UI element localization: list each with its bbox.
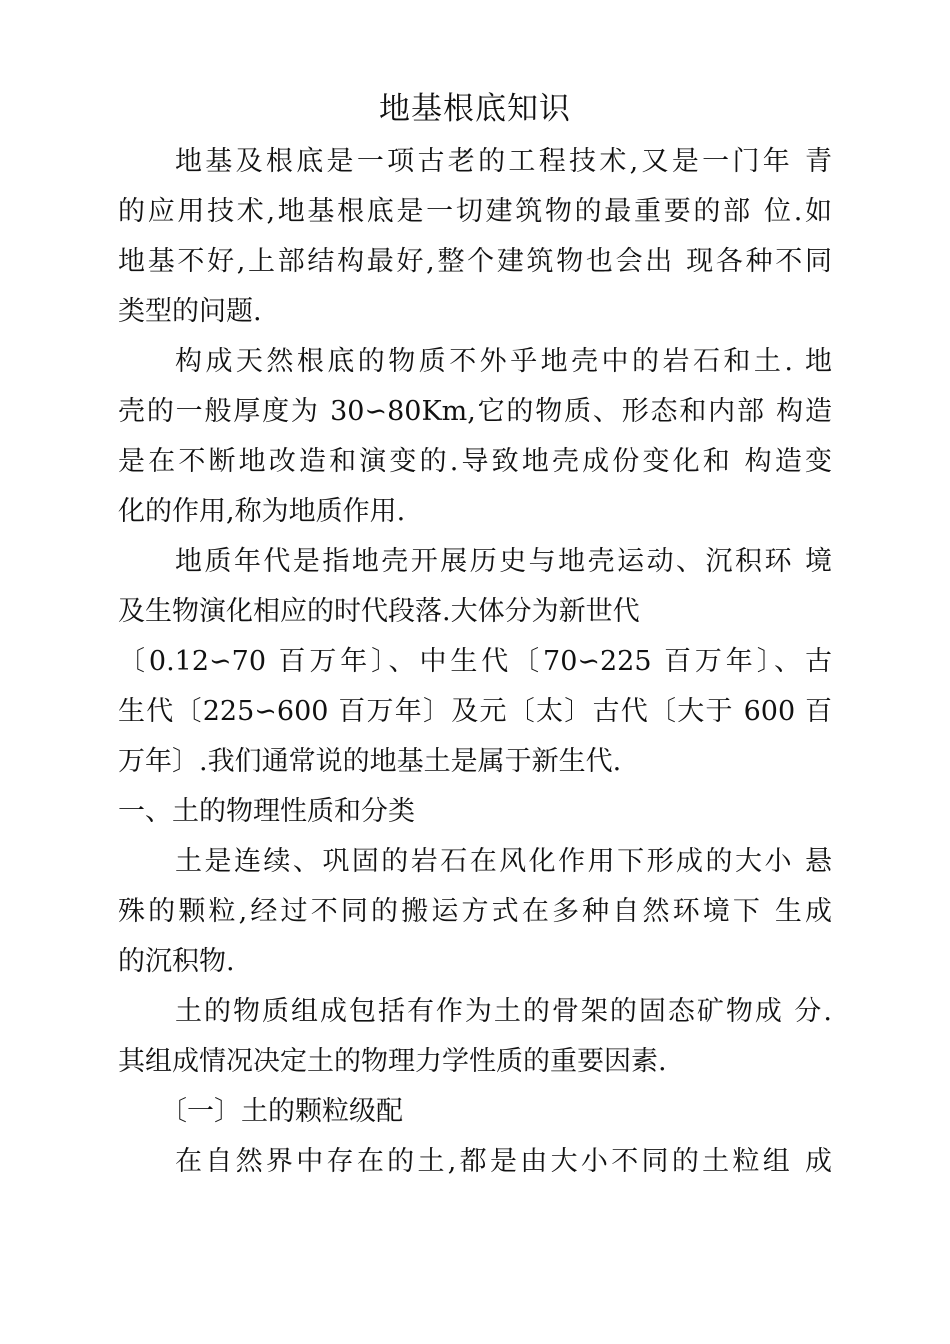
text-line: 万年〕.我们通常说的地基土是属于新生代. xyxy=(118,746,622,777)
text-line: 类型的问题. xyxy=(118,296,262,327)
subsection-heading: 〔一〕土的颗粒级配 xyxy=(160,1096,403,1127)
text-line: 构成天然根底的物质不外乎地壳中的岩石和土. 地 xyxy=(175,346,832,377)
text-line: 地基及根底是一项古老的工程技术,又是一门年 青 xyxy=(175,146,832,177)
text-line: 〔0.12∽70 百万年〕、中生代〔70∽225 百万年〕、古 xyxy=(118,646,832,677)
text-line: 是在不断地改造和演变的.导致地壳成份变化和 构造变 xyxy=(118,446,832,477)
section-heading: 一、土的物理性质和分类 xyxy=(118,796,415,827)
text-line: 生代〔225∽600 百万年〕及元〔太〕古代〔大于 600 百 xyxy=(118,696,832,727)
text-line: 其组成情况决定土的物理力学性质的重要因素. xyxy=(118,1046,667,1077)
text-line: 的沉积物. xyxy=(118,946,235,977)
text-line: 地基不好,上部结构最好,整个建筑物也会出 现各种不同 xyxy=(118,246,832,277)
text-line: 土是连续、巩固的岩石在风化作用下形成的大小 悬 xyxy=(175,846,832,877)
document-title: 地基根底知识 xyxy=(379,91,571,127)
text-line: 地质年代是指地壳开展历史与地壳运动、沉积环 境 xyxy=(175,546,832,577)
text-line: 壳的一般厚度为 30∽80Km,它的物质、形态和内部 构造 xyxy=(118,396,832,427)
text-line: 土的物质组成包括有作为土的骨架的固态矿物成 分. xyxy=(175,996,832,1027)
text-line: 殊的颗粒,经过不同的搬运方式在多种自然环境下 生成 xyxy=(118,896,832,927)
text-line: 化的作用,称为地质作用. xyxy=(118,496,406,527)
text-line: 及生物演化相应的时代段落.大体分为新世代 xyxy=(118,596,640,627)
text-line: 在自然界中存在的土,都是由大小不同的土粒组 成 xyxy=(175,1146,832,1177)
text-line: 的应用技术,地基根底是一切建筑物的最重要的部 位.如 xyxy=(118,196,832,227)
